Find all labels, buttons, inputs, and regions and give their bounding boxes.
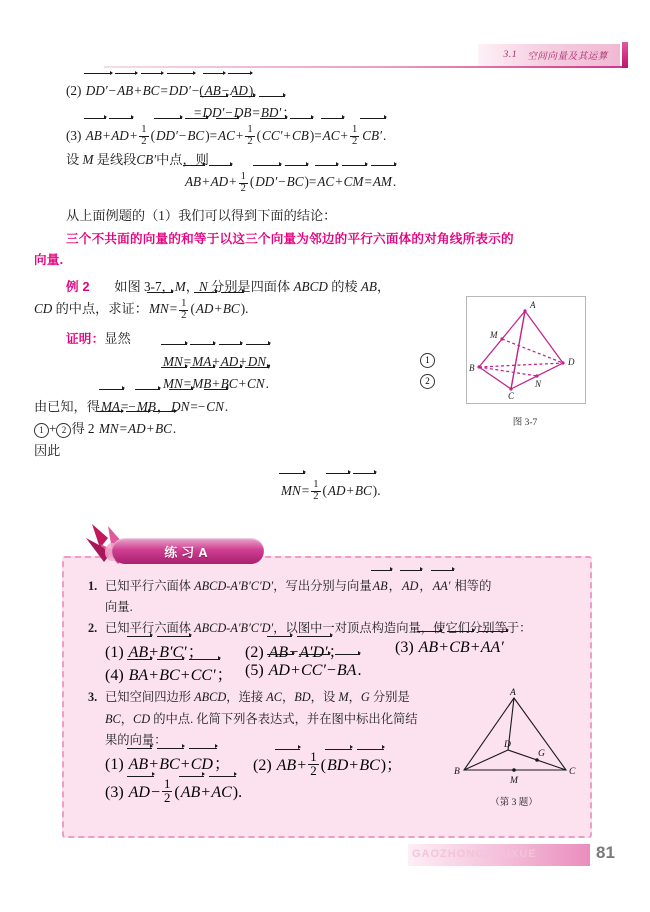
- exercise-banner-pill: [112, 538, 264, 564]
- main-content: [0, 80, 650, 504]
- exercise-item-2-subrow-2: [88, 662, 568, 685]
- proof-sum-line: 1 + 2 得 2 MN=AD+BC.: [0, 418, 650, 439]
- example-2-line-2: CD 的中点，求证：MN= $\frac{1}{2}$ (AD+BC).: [34, 297, 249, 321]
- figure-3-7-label-A: A: [530, 300, 536, 310]
- figure-problem-3: [448, 686, 580, 794]
- tetrahedron-svg: [467, 297, 583, 401]
- proof-mark-2: 2: [420, 374, 435, 389]
- page-number: 81: [596, 843, 615, 862]
- exercise-item-2-number: 2.: [88, 621, 98, 636]
- figure-3-7-label-N: N: [535, 379, 542, 389]
- equation-3-line: (3) AB+AD+ $\frac{1}{2}$ (DD′−BC)=AC+ $\frac{1}{2}$ (CC′+CB)=AC+ $\frac{1}{2}$ CB′.: [66, 124, 387, 148]
- proof-mark-1: 1: [420, 353, 435, 368]
- exercise-3-sub-1: (1) AB+BC+CD；: [105, 755, 230, 773]
- figure-3-7-caption: 图 3-7: [512, 418, 538, 428]
- exercise-item-1-line-2: 向量.: [105, 600, 133, 615]
- figure-3-7-label-M: M: [490, 330, 498, 340]
- equation-m-line: AB+AD+ $\frac{1}{2}$ (DD′−BC)=AC+CM=AM.: [185, 170, 397, 194]
- example-2-line-1: [0, 276, 650, 297]
- proof-equation-1: MN=MA+AD+DN，: [0, 351, 650, 372]
- figure-problem-3-caption: （第 3 题）: [490, 798, 538, 808]
- exercise-3-sub-3: (3) AD− $\frac{1}{2}$ (AB+AC).: [105, 777, 243, 806]
- exercise-item-3-text: 已知空间四边形 ABCD，连接 AC，BD，设 M，G 分别是: [105, 690, 410, 705]
- quadrilateral-svg: [448, 686, 580, 794]
- example-2-label: 例 2: [66, 279, 90, 294]
- exercise-2-sub-5: (5) AD+CC′−BA.: [245, 662, 362, 680]
- page-footer: [0, 844, 650, 870]
- header-rule: [104, 66, 624, 68]
- exercise-box: [62, 556, 592, 838]
- figure-3-label-D: D: [504, 740, 511, 750]
- figure-3-label-C: C: [569, 767, 576, 777]
- exercise-2-sub-4: (4) BA+BC+CC′；: [105, 667, 233, 685]
- final-equation: MN= $\frac{1}{2}$ (AD+BC).: [281, 479, 381, 503]
- figure-3-label-M: M: [510, 776, 518, 786]
- exercise-item-3-number: 3.: [88, 690, 98, 705]
- exercise-2-sub-1: (1) AB+B′C′；: [105, 644, 204, 662]
- page-header: [0, 44, 650, 72]
- conclusion-intro: 从上面例题的（1）我们可以得到下面的结论：: [66, 207, 337, 223]
- conclusion-bold-line-2: 向量.: [34, 253, 64, 268]
- exercise-item-3-line-2: BC，CD 的中点. 化简下列各表达式，并在图中标出化简结: [105, 711, 418, 726]
- proof-known-line: 由已知，得MA=−MB，DN=−CN.: [0, 396, 650, 417]
- exercise-2-sub-3: (3) AB+CB+AA′: [395, 639, 504, 657]
- figure-3-7: [466, 296, 586, 404]
- footer-watermark: GAOZHONGSHUXUE: [412, 848, 537, 860]
- exercise-2-sub-2: (2) AB−A′D′；: [245, 644, 345, 662]
- figure-3-label-A: A: [510, 688, 516, 698]
- proof-intro: 显然: [104, 330, 131, 346]
- figure-3-7-label-B: B: [469, 363, 475, 373]
- figure-3-label-B: B: [454, 767, 460, 777]
- therefore-label: 因此: [34, 443, 61, 459]
- header-section-title: 空间向量及其运算: [527, 52, 608, 62]
- set-m-line: 设 M 是线段CB′中点，则: [66, 152, 209, 168]
- header-section-chip: [478, 44, 621, 66]
- exercise-item-2-text: 已知平行六面体 ABCD-A′B′C′D′，以图中一对顶点构造向量，使它们分别等于：: [105, 621, 532, 636]
- figure-3-label-G: G: [538, 749, 545, 759]
- equation-2-line-2: =DD′−DB=BD′；: [0, 102, 650, 123]
- proof-label: 证明：: [66, 331, 105, 346]
- exercise-item-1-number: 1.: [88, 579, 98, 593]
- exercise-3-sub-2: (2) AB+ $\frac{1}{2}$ (BD+BC)；: [253, 749, 403, 779]
- proof-equation-2: MN=MB+BC+CN.: [0, 373, 650, 394]
- exercise-item-3-line-3: 果的向量：: [105, 732, 167, 747]
- header-section-number: 3.1: [503, 50, 518, 60]
- conclusion-bold-line-1: 三个不共面的向量的和等于以这三个向量为邻边的平行六面体的对角线所表示的: [66, 232, 514, 247]
- header-tab-marker: [622, 42, 628, 68]
- figure-3-7-label-D: D: [568, 357, 575, 367]
- equation-2-line-1: (2) DD′−AB+BC=DD′−(AB−AD): [0, 80, 650, 101]
- exercise-item-1-line-1: [88, 576, 568, 597]
- exercise-banner-title: 练习A: [164, 545, 212, 560]
- example-2-statement: 如图 3-7，M，N 分别是四面体 ABCD 的棱 AB，: [114, 278, 391, 294]
- figure-3-7-label-C: C: [508, 391, 515, 401]
- exercise-banner: [78, 522, 268, 570]
- exercise-item-1-text: 已知平行六面体 ABCD-A′B′C′D′，写出分别与向量AB，AD，AA′ 相等的: [105, 579, 491, 593]
